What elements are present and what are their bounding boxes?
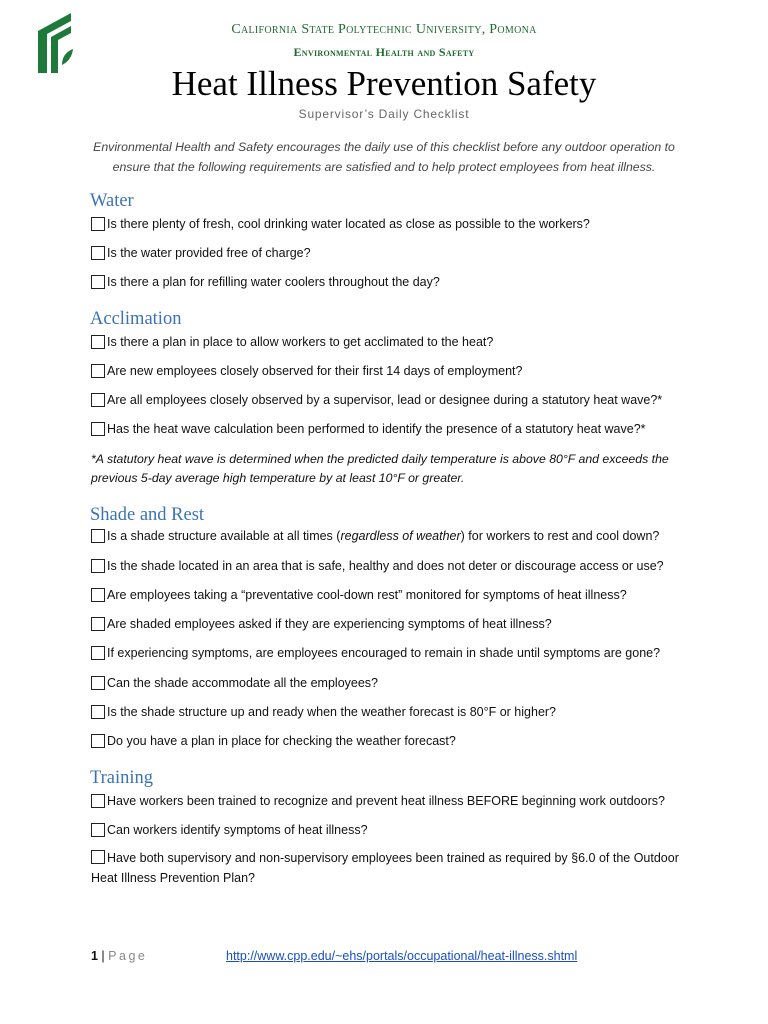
checklist-item-label: Is there a plan in place to allow workers to get acclimated to the heat? bbox=[107, 335, 494, 349]
checklist-item-label: Have both supervisory and non-supervisory employees been trained as required by §6.0 of the Outdoor Heat Illness Prevention Plan? bbox=[91, 851, 679, 885]
checklist-item-label: Do you have a plan in place for checking the weather forecast? bbox=[107, 734, 456, 748]
checklist-item[interactable] bbox=[91, 559, 664, 573]
checklist-item-label: Is the water provided free of charge? bbox=[107, 246, 311, 260]
checkbox[interactable] bbox=[91, 823, 105, 837]
page-number: 1 bbox=[91, 949, 98, 963]
checklist-item-label: Can workers identify symptoms of heat illness? bbox=[107, 823, 368, 837]
checkbox[interactable] bbox=[91, 734, 105, 748]
checklist-item[interactable] bbox=[91, 823, 368, 837]
checkbox[interactable] bbox=[91, 393, 105, 407]
checklist-item-label: Are employees taking a “preventative cool-down rest” monitored for symptoms of heat illness? bbox=[107, 588, 627, 602]
checklist-item-label: Are all employees closely observed by a supervisor, lead or designee during a statutory heat wave?* bbox=[107, 393, 663, 407]
intro-text: Environmental Health and Safety encourages the daily use of this checklist before any outdoor operation to ensure that the following requirements are satisfied and to help protect employees from heat illness. bbox=[93, 140, 675, 174]
checklist-item[interactable] bbox=[91, 794, 665, 808]
checklist-item[interactable] bbox=[91, 217, 590, 231]
checkbox[interactable] bbox=[91, 529, 105, 543]
checklist-item-label: Can the shade accommodate all the employees? bbox=[107, 676, 378, 690]
checkbox[interactable] bbox=[91, 850, 105, 864]
checklist-item-label: Are new employees closely observed for their first 14 days of employment? bbox=[107, 364, 523, 378]
checklist-item[interactable] bbox=[91, 617, 552, 631]
section-title-acclimation: Acclimation bbox=[90, 309, 182, 329]
checkbox[interactable] bbox=[91, 676, 105, 690]
checkbox[interactable] bbox=[91, 364, 105, 378]
page-title: Heat Illness Prevention Safety bbox=[171, 64, 597, 103]
checklist-item[interactable] bbox=[91, 848, 691, 888]
checkbox[interactable] bbox=[91, 794, 105, 808]
checklist-item-label: Has the heat wave calculation been performed to identify the presence of a statutory heat wave?* bbox=[107, 422, 646, 436]
university-name: California State Polytechnic University, Pomona bbox=[231, 22, 537, 37]
section-title-training: Training bbox=[90, 768, 154, 788]
checklist-item[interactable] bbox=[91, 676, 378, 690]
checklist-item[interactable] bbox=[91, 364, 522, 378]
footer-separator: | bbox=[97, 949, 109, 963]
checkbox[interactable] bbox=[91, 217, 105, 231]
checklist-item-label: If experiencing symptoms, are employees encouraged to remain in shade until symptoms are gone? bbox=[107, 646, 661, 660]
page-word: Page bbox=[108, 949, 148, 963]
checkbox[interactable] bbox=[91, 559, 105, 573]
checklist-item-label: Is there a plan for refilling water coolers throughout the day? bbox=[107, 275, 440, 289]
checklist-item[interactable] bbox=[91, 529, 659, 543]
checklist-item[interactable] bbox=[91, 393, 662, 407]
page-subtitle: Supervisor’s Daily Checklist bbox=[298, 107, 470, 121]
checklist-item[interactable] bbox=[91, 335, 493, 349]
checklist-item[interactable] bbox=[91, 422, 646, 436]
checklist-item[interactable] bbox=[91, 734, 456, 748]
checkbox[interactable] bbox=[91, 335, 105, 349]
checklist-item[interactable] bbox=[91, 646, 660, 660]
page-footer bbox=[91, 949, 147, 963]
heat-wave-note: *A statutory heat wave is determined when the predicted daily temperature is above 80°F and exceeds the previous 5-day average high temperature by at least 10°F or greater. bbox=[91, 452, 669, 485]
section-title-shade: Shade and Rest bbox=[90, 505, 205, 525]
checklist-item[interactable] bbox=[91, 705, 556, 719]
checklist-item-label: Are shaded employees asked if they are experiencing symptoms of heat illness? bbox=[107, 617, 552, 631]
checklist-item-label: Is the shade structure up and ready when the weather forecast is 80°F or higher? bbox=[107, 705, 557, 719]
checklist-item-label: Is the shade located in an area that is safe, healthy and does not deter or discourage access or use? bbox=[107, 559, 664, 573]
checklist-item[interactable] bbox=[91, 588, 627, 602]
checkbox[interactable] bbox=[91, 617, 105, 631]
checklist-item[interactable] bbox=[91, 246, 311, 260]
heat-illness-link[interactable]: http://www.cpp.edu/~ehs/portals/occupational/heat-illness.shtml bbox=[226, 949, 578, 963]
checkbox[interactable] bbox=[91, 422, 105, 436]
checklist-item[interactable] bbox=[91, 275, 440, 289]
section-title-water: Water bbox=[90, 191, 134, 211]
checkbox[interactable] bbox=[91, 646, 105, 660]
checkbox[interactable] bbox=[91, 246, 105, 260]
checkbox[interactable] bbox=[91, 588, 105, 602]
checkbox[interactable] bbox=[91, 705, 105, 719]
checklist-item-label: Is there plenty of fresh, cool drinking water located as close as possible to the workers? bbox=[107, 217, 590, 231]
checklist-item-label: Is a shade structure available at all times (regardless of weather) for workers to rest and cool down? bbox=[107, 529, 660, 543]
department-name: Environmental Health and Safety bbox=[293, 45, 475, 59]
checklist-item-label: Have workers been trained to recognize and prevent heat illness BEFORE beginning work outdoors? bbox=[107, 794, 665, 808]
checkbox[interactable] bbox=[91, 275, 105, 289]
